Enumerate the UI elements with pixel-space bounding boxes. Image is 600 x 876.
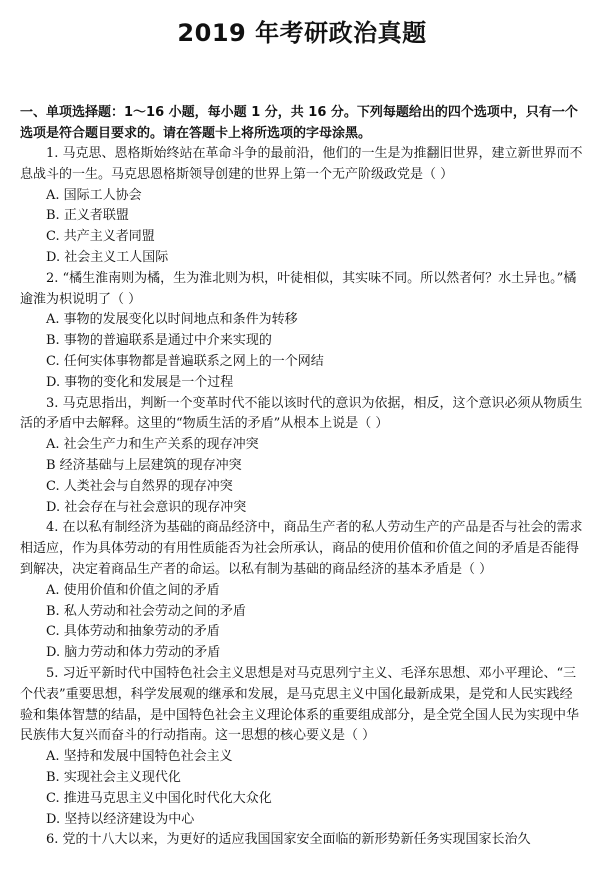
answer-option: C. 人类社会与自然界的现存冲突: [46, 478, 233, 494]
answer-option: B. 私人劳动和社会劳动之间的矛盾: [46, 603, 246, 619]
question-list: [20, 144, 584, 851]
answer-option: C. 任何实体事物都是普遍联系之网上的一个网结: [46, 353, 324, 369]
answer-option: D. 坚持以经济建设为中心: [46, 811, 195, 827]
answer-option: B. 实现社会主义现代化: [46, 769, 181, 785]
question-stem: 1. 马克思、恩格斯始终站在革命斗争的最前沿，他们的一生是为推翻旧世界，建立新世界而不息战斗的一生。马克思恩格斯领导创建的世界上第一个无产阶级政党是（ ）: [20, 146, 583, 182]
answer-option: C. 推进马克思主义中国化时代化大众化: [46, 790, 272, 806]
question-stem: 3. 马克思指出，判断一个变革时代不能以该时代的意识为依据，相反，这个意识必须从物质生活的矛盾中去解释。这里的“物质生活的矛盾”从根本上说是（ ）: [20, 395, 583, 432]
answer-option: A. 事物的发展变化以时间地点和条件为转移: [46, 312, 298, 328]
answer-option: A. 国际工人协会: [46, 187, 142, 203]
question-block: [20, 269, 584, 394]
answer-option: A. 使用价值和价值之间的矛盾: [46, 582, 220, 598]
answer-option: A. 社会生产力和生产关系的现存冲突: [46, 437, 259, 453]
answer-option: D. 社会主义工人国际: [46, 249, 169, 265]
question-stem: 2. “橘生淮南则为橘，生为淮北则为枳，叶徒相似，其实味不同。所以然者何？水土异也。”橘逾淮为枳说明了（ ）: [20, 270, 577, 307]
answer-option: D. 脑力劳动和体力劳动的矛盾: [46, 645, 221, 661]
question-block: [20, 830, 584, 851]
answer-option: D. 事物的变化和发展是一个过程: [46, 374, 234, 390]
answer-option: B. 正义者联盟: [46, 208, 129, 224]
answer-option: B. 事物的普遍联系是通过中介来实现的: [46, 333, 272, 349]
answer-option: D. 社会存在与社会意识的现存冲突: [46, 499, 247, 515]
page-title: 2019 年考研政治真题: [177, 19, 427, 47]
section-heading: 一、单项选择题：1～16 小题，每小题 1 分，共 16 分。下列每题给出的四个选项中，只有一个选项是符合题目要求的。请在答题卡上将所选项的字母涂黑。: [20, 105, 578, 141]
answer-option: C. 共产主义者同盟: [46, 229, 155, 245]
answer-option: B 经济基础与上层建筑的现存冲突: [46, 457, 242, 473]
question-block: [20, 664, 584, 830]
question-stem: 4. 在以私有制经济为基础的商品经济中，商品生产者的私人劳动生产的产品是否与社会的需求相适应，作为具体劳动的有用性质能否为社会所承认，商品的使用价值和价值之间的矛盾是否能得到解决，决定着商品生产者的命运。以私有制为基础的商品经济的基本矛盾是（ ）: [20, 520, 583, 577]
answer-option: C. 具体劳动和抽象劳动的矛盾: [46, 624, 220, 640]
answer-option: A. 坚持和发展中国特色社会主义: [46, 749, 233, 765]
question-stem: 6. 党的十八大以来，为更好的适应我国国家安全面临的新形势新任务实现国家长治久: [46, 832, 531, 848]
question-block: [20, 144, 584, 269]
question-stem: 5. 习近平新时代中国特色社会主义思想是对马克思列宁主义、毛泽东思想、邓小平理论、“三个代表”重要思想，科学发展观的继承和发展，是马克思主义中国化最新成果，是党和人民实践经验和集体智慧的结晶，是中国特色社会主义理论体系的重要组成部分，是全党全国人民为实现中华民族伟大复兴而奋斗的行动指南。这一思想的核心要义是（ ）: [20, 665, 580, 744]
question-block: [20, 394, 584, 519]
question-block: [20, 518, 584, 664]
